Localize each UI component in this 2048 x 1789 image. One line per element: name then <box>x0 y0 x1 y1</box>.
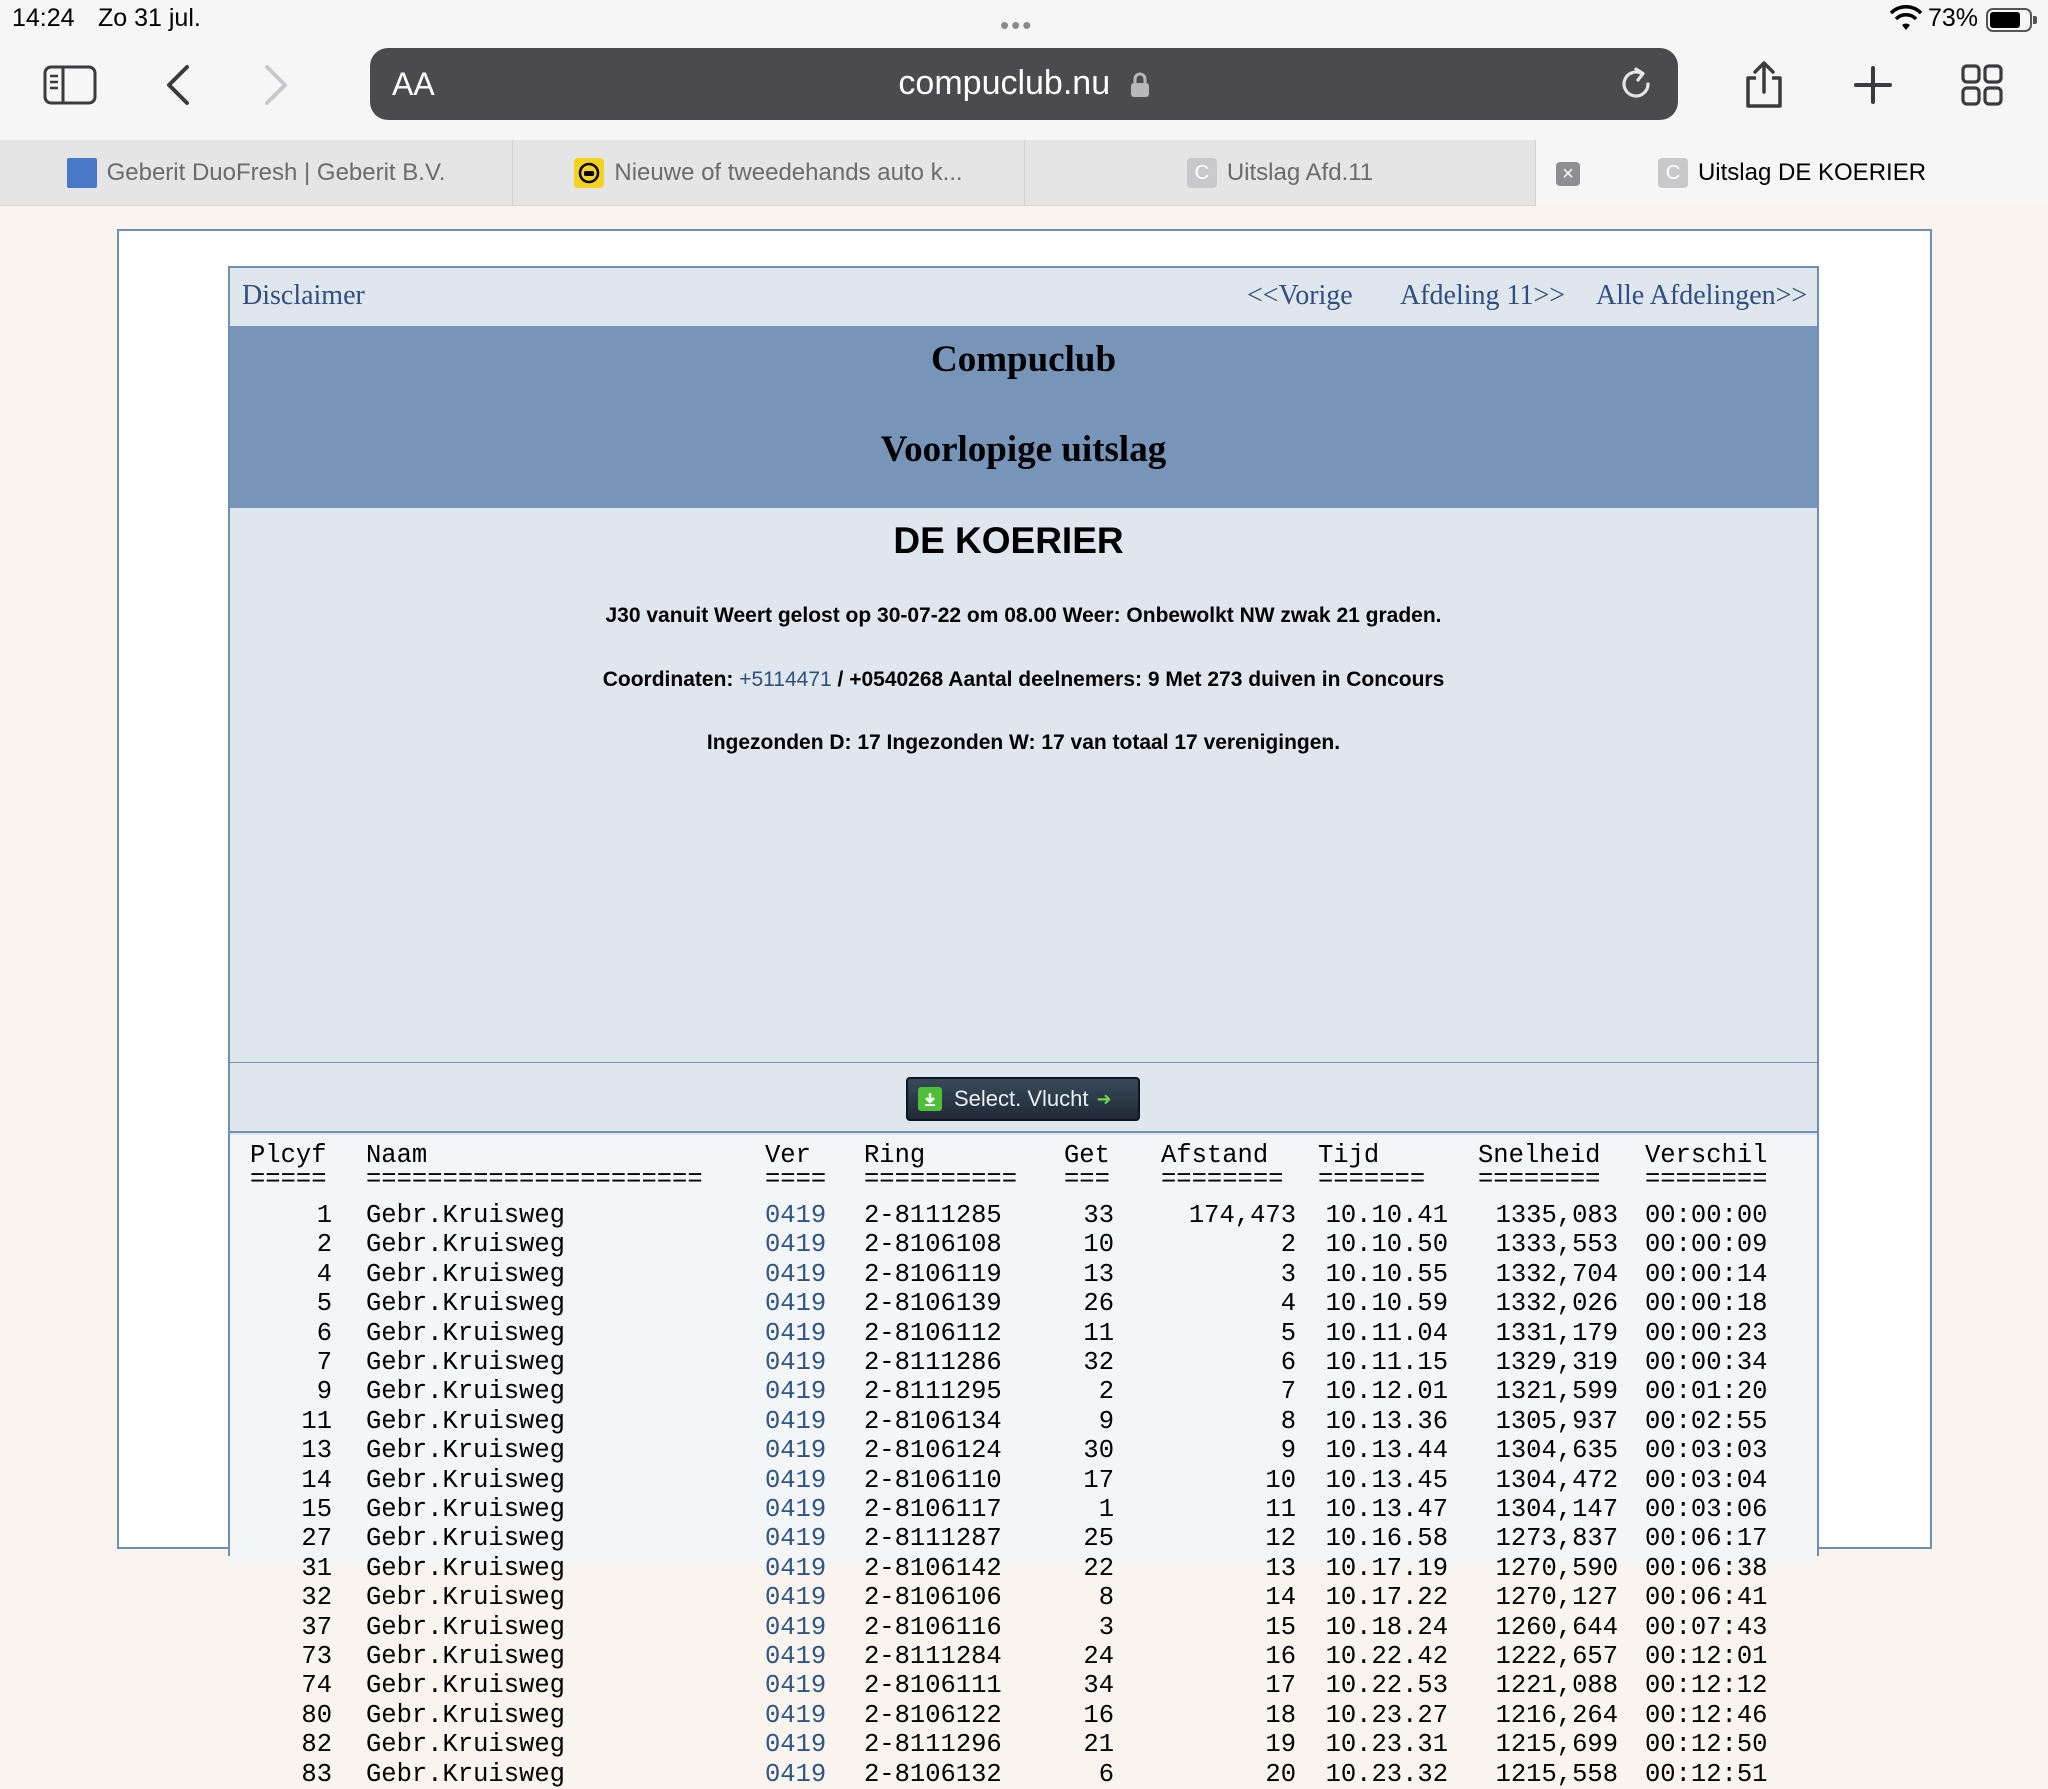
cell-time: 10.13.45 <box>1325 1465 1448 1495</box>
cell-distance: 13 <box>1265 1553 1296 1583</box>
cell-difference: 00:00:09 <box>1645 1230 1768 1260</box>
cell-speed: 1304,472 <box>1495 1465 1618 1495</box>
cell-ver[interactable]: 0419 <box>765 1436 827 1466</box>
address-bar[interactable] <box>370 48 1678 120</box>
battery-percent: 73% <box>1928 4 1979 32</box>
cell-rank: 15 <box>301 1495 332 1524</box>
cell-distance: 4 <box>1280 1289 1296 1319</box>
cell-name: Gebr.Kruisweg <box>366 1583 565 1613</box>
table-row <box>230 1348 1817 1377</box>
separator: === <box>1064 1165 1110 1194</box>
cell-time: 10.10.59 <box>1325 1289 1448 1319</box>
cell-rank: 31 <box>301 1553 332 1583</box>
tab-title: Uitslag DE KOERIER <box>1697 159 1927 186</box>
cell-name: Gebr.Kruisweg <box>366 1436 565 1466</box>
separator: ==== <box>765 1165 827 1194</box>
table-row <box>230 1201 1817 1230</box>
cell-distance: 9 <box>1280 1436 1296 1466</box>
cell-get: 33 <box>1083 1201 1114 1230</box>
cell-ver[interactable]: 0419 <box>765 1759 827 1789</box>
cell-ver[interactable]: 0419 <box>765 1259 827 1289</box>
cell-rank: 37 <box>301 1612 332 1642</box>
cell-time: 10.23.27 <box>1325 1700 1448 1730</box>
cell-distance: 7 <box>1280 1377 1296 1407</box>
cell-get: 30 <box>1083 1436 1114 1466</box>
cell-distance: 2 <box>1280 1230 1296 1260</box>
separator: ======= <box>1318 1165 1426 1194</box>
race-info <box>230 508 1817 1064</box>
cell-ver[interactable]: 0419 <box>765 1671 827 1701</box>
cell-speed: 1304,147 <box>1495 1495 1618 1524</box>
table-row <box>230 1730 1817 1759</box>
cell-speed: 1273,837 <box>1495 1524 1618 1554</box>
coordinates-link[interactable]: +5114471 <box>739 668 832 691</box>
table-row <box>230 1319 1817 1348</box>
cell-difference: 00:03:03 <box>1645 1436 1768 1466</box>
cell-name: Gebr.Kruisweg <box>366 1612 565 1642</box>
cell-name: Gebr.Kruisweg <box>366 1700 565 1730</box>
cell-ring: 2-8106139 <box>864 1289 1002 1319</box>
cell-name: Gebr.Kruisweg <box>366 1406 565 1436</box>
table-row <box>230 1407 1817 1436</box>
cell-ver[interactable]: 0419 <box>765 1612 827 1642</box>
cell-ver[interactable]: 0419 <box>765 1377 827 1407</box>
cell-rank: 27 <box>301 1524 332 1554</box>
cell-time: 10.16.58 <box>1325 1524 1448 1554</box>
nav-row <box>230 268 1817 326</box>
cell-ring: 2-8106106 <box>864 1583 1002 1613</box>
cell-distance: 15 <box>1265 1612 1296 1642</box>
cell-distance: 19 <box>1265 1730 1296 1760</box>
cell-difference: 00:01:20 <box>1645 1377 1768 1407</box>
coordinates-label: Coordinaten: <box>602 668 740 691</box>
cell-speed: 1221,088 <box>1495 1671 1618 1701</box>
cell-ring: 2-8111295 <box>864 1377 1002 1407</box>
sidebar-toggle-icon[interactable] <box>40 60 100 110</box>
cell-get: 3 <box>1098 1612 1114 1642</box>
cell-rank: 4 <box>316 1259 332 1289</box>
cell-ring: 2-8111296 <box>864 1730 1002 1760</box>
cell-difference: 00:03:04 <box>1645 1465 1768 1495</box>
cell-time: 10.12.01 <box>1325 1377 1448 1407</box>
cell-distance: 6 <box>1280 1348 1296 1377</box>
cell-time: 10.18.24 <box>1325 1612 1448 1642</box>
cell-ring: 2-8106112 <box>864 1318 1002 1348</box>
cell-time: 10.23.31 <box>1325 1730 1448 1760</box>
cell-speed: 1305,937 <box>1495 1406 1618 1436</box>
arrow-right-icon: ➜ <box>1096 1088 1112 1109</box>
cell-ver[interactable]: 0419 <box>765 1700 827 1730</box>
cell-get: 25 <box>1083 1524 1114 1554</box>
cell-time: 10.11.04 <box>1325 1318 1448 1348</box>
cell-name: Gebr.Kruisweg <box>366 1465 565 1495</box>
reader-options-button[interactable]: AA <box>392 66 435 102</box>
tab-uitslag-afd[interactable] <box>1025 140 1536 206</box>
cell-name: Gebr.Kruisweg <box>366 1377 565 1407</box>
cell-distance: 3 <box>1280 1259 1296 1289</box>
cell-get: 11 <box>1083 1318 1114 1348</box>
cell-get: 6 <box>1098 1759 1114 1789</box>
cell-time: 10.10.50 <box>1325 1230 1448 1260</box>
cell-ring: 2-8106122 <box>864 1700 1002 1730</box>
cell-distance: 18 <box>1265 1700 1296 1730</box>
cell-time: 10.23.32 <box>1325 1759 1448 1789</box>
cell-speed: 1270,127 <box>1495 1583 1618 1613</box>
cell-name: Gebr.Kruisweg <box>366 1671 565 1701</box>
page-header <box>230 326 1817 508</box>
race-details: J30 vanuit Weert gelost op 30-07-22 om 08.00 Weer: Onbewolkt NW zwak 21 graden. <box>605 604 1442 627</box>
cell-time: 10.10.41 <box>1325 1201 1448 1230</box>
tab-overview-icon[interactable] <box>1952 60 2012 110</box>
geberit-favicon-icon <box>67 158 97 188</box>
url-text: compuclub.nu <box>898 64 1111 102</box>
cell-difference: 00:12:50 <box>1645 1730 1768 1760</box>
cell-ring: 2-8111286 <box>864 1348 1002 1377</box>
table-row <box>230 1495 1817 1524</box>
cell-time: 10.13.44 <box>1325 1436 1448 1466</box>
cell-name: Gebr.Kruisweg <box>366 1524 565 1554</box>
cell-difference: 00:12:12 <box>1645 1671 1768 1701</box>
page-subtitle: Voorlopige uitslag <box>880 429 1167 470</box>
separator: ======== <box>1478 1165 1601 1194</box>
cell-name: Gebr.Kruisweg <box>366 1230 565 1260</box>
wifi-icon <box>1890 6 1922 32</box>
table-row <box>230 1289 1817 1318</box>
cell-rank: 11 <box>301 1406 332 1436</box>
cell-speed: 1331,179 <box>1495 1318 1618 1348</box>
table-row <box>230 1554 1817 1583</box>
cell-difference: 00:03:06 <box>1645 1495 1768 1524</box>
cell-ver[interactable]: 0419 <box>765 1289 827 1319</box>
cell-distance: 5 <box>1280 1318 1296 1348</box>
cell-get: 9 <box>1098 1406 1114 1436</box>
cell-name: Gebr.Kruisweg <box>366 1318 565 1348</box>
cell-ring: 2-8106134 <box>864 1406 1002 1436</box>
results-table <box>230 1135 1817 1789</box>
cell-speed: 1332,704 <box>1495 1259 1618 1289</box>
select-flight-label: Select. Vlucht <box>954 1086 1089 1111</box>
back-icon[interactable] <box>148 60 208 110</box>
cell-time: 10.22.53 <box>1325 1671 1448 1701</box>
cell-difference: 00:00:34 <box>1645 1348 1768 1377</box>
previous-link[interactable]: <<Vorige <box>1247 280 1353 311</box>
cell-rank: 2 <box>316 1230 332 1260</box>
cell-distance: 174,473 <box>1188 1201 1296 1230</box>
disclaimer-link[interactable]: Disclaimer <box>242 280 365 311</box>
cell-name: Gebr.Kruisweg <box>366 1759 565 1789</box>
cell-difference: 00:00:00 <box>1645 1201 1768 1230</box>
cell-difference: 00:02:55 <box>1645 1406 1768 1436</box>
column-header-rank: Plcyf <box>250 1141 327 1170</box>
cell-get: 32 <box>1083 1348 1114 1377</box>
cell-rank: 13 <box>301 1436 332 1466</box>
all-departments-link[interactable]: Alle Afdelingen>> <box>1596 280 1808 311</box>
cell-difference: 00:12:01 <box>1645 1642 1768 1671</box>
cell-time: 10.10.55 <box>1325 1259 1448 1289</box>
cell-rank: 32 <box>301 1583 332 1613</box>
submitted-line: Ingezonden D: 17 Ingezonden W: 17 van totaal 17 verenigingen. <box>706 731 1341 754</box>
cell-ring: 2-8106108 <box>864 1230 1002 1260</box>
cell-ver[interactable]: 0419 <box>765 1553 827 1583</box>
tab-strip <box>0 140 2048 206</box>
cell-difference: 00:07:43 <box>1645 1612 1768 1642</box>
cell-speed: 1321,599 <box>1495 1377 1618 1407</box>
forward-icon[interactable] <box>246 60 306 110</box>
cell-time: 10.22.42 <box>1325 1642 1448 1671</box>
select-row <box>230 1063 1817 1133</box>
cell-get: 2 <box>1098 1377 1114 1407</box>
cell-ring: 2-8106124 <box>864 1436 1002 1466</box>
lock-icon <box>1130 72 1150 98</box>
separator: ========== <box>864 1165 1018 1194</box>
cell-name: Gebr.Kruisweg <box>366 1495 565 1524</box>
status-time: 14:24 <box>12 4 75 32</box>
cell-ver[interactable]: 0419 <box>765 1583 827 1613</box>
cell-time: 10.11.15 <box>1325 1348 1448 1377</box>
tab-title: Geberit DuoFresh | Geberit B.V. <box>106 159 446 186</box>
status-date: Zo 31 jul. <box>98 4 201 32</box>
cell-distance: 16 <box>1265 1642 1296 1671</box>
table-row <box>230 1524 1817 1553</box>
table-row <box>230 1436 1817 1465</box>
cell-speed: 1260,644 <box>1495 1612 1618 1642</box>
cell-time: 10.13.36 <box>1325 1406 1448 1436</box>
select-flight-button[interactable] <box>906 1077 1140 1121</box>
cell-speed: 1335,083 <box>1495 1201 1618 1230</box>
coordinates-line <box>230 668 1817 692</box>
cell-difference: 00:06:17 <box>1645 1524 1768 1554</box>
cell-rank: 1 <box>316 1201 332 1230</box>
cell-difference: 00:00:18 <box>1645 1289 1768 1319</box>
cell-ver[interactable]: 0419 <box>765 1495 827 1524</box>
cell-ring: 2-8111285 <box>864 1201 1002 1230</box>
cell-get: 17 <box>1083 1465 1114 1495</box>
cell-get: 34 <box>1083 1671 1114 1701</box>
cell-get: 22 <box>1083 1553 1114 1583</box>
afdeling-link[interactable]: Afdeling 11>> <box>1400 280 1566 311</box>
table-row <box>230 1701 1817 1730</box>
cell-get: 24 <box>1083 1642 1114 1671</box>
table-row <box>230 1760 1817 1789</box>
cell-ring: 2-8111284 <box>864 1642 1002 1671</box>
cell-speed: 1332,026 <box>1495 1289 1618 1319</box>
cell-get: 21 <box>1083 1730 1114 1760</box>
results-container <box>228 266 1819 1789</box>
club-name: DE KOERIER <box>893 520 1124 561</box>
compuclub-favicon-icon: C <box>1187 158 1217 188</box>
table-row <box>230 1613 1817 1642</box>
battery-icon <box>1986 8 2032 32</box>
column-header-distance: Afstand <box>1161 1141 1269 1170</box>
cell-difference: 00:12:46 <box>1645 1700 1768 1730</box>
cell-get: 16 <box>1083 1700 1114 1730</box>
download-icon <box>918 1087 942 1111</box>
cell-ver[interactable]: 0419 <box>765 1465 827 1495</box>
table-separator-row <box>230 1165 1817 1194</box>
column-header-get: Get <box>1064 1141 1110 1170</box>
cell-ring: 2-8106119 <box>864 1259 1002 1289</box>
cell-ring: 2-8106142 <box>864 1553 1002 1583</box>
table-row <box>230 1466 1817 1495</box>
separator: ======== <box>1645 1165 1768 1194</box>
cell-name: Gebr.Kruisweg <box>366 1730 565 1760</box>
cell-ver[interactable]: 0419 <box>765 1524 827 1554</box>
cell-difference: 00:12:51 <box>1645 1759 1768 1789</box>
browser-toolbar <box>0 40 2048 140</box>
cell-difference: 00:00:14 <box>1645 1259 1768 1289</box>
tab-geberit[interactable] <box>0 140 513 206</box>
cell-ver[interactable]: 0419 <box>765 1642 827 1671</box>
cell-name: Gebr.Kruisweg <box>366 1553 565 1583</box>
site-title: Compuclub <box>930 339 1117 380</box>
cell-distance: 12 <box>1265 1524 1296 1554</box>
cell-speed: 1270,590 <box>1495 1553 1618 1583</box>
cell-speed: 1216,264 <box>1495 1700 1618 1730</box>
cell-distance: 14 <box>1265 1583 1296 1613</box>
cell-ver[interactable]: 0419 <box>765 1201 827 1230</box>
column-header-difference: Verschil <box>1645 1141 1768 1170</box>
compuclub-favicon-icon: C <box>1658 158 1688 188</box>
cell-name: Gebr.Kruisweg <box>366 1642 565 1671</box>
cell-ver[interactable]: 0419 <box>765 1318 827 1348</box>
share-icon[interactable] <box>1734 60 1794 110</box>
coordinates-rest: / +0540268 Aantal deelnemers: 9 Met 273 duiven in Concours <box>831 668 1445 691</box>
multitasking-dots-icon[interactable]: ••• <box>1000 10 1034 40</box>
cell-rank: 6 <box>316 1318 332 1348</box>
cell-name: Gebr.Kruisweg <box>366 1259 565 1289</box>
tab-auto[interactable] <box>513 140 1025 206</box>
cell-ver[interactable]: 0419 <box>765 1730 827 1760</box>
cell-ring: 2-8106117 <box>864 1495 1002 1524</box>
cell-rank: 14 <box>301 1465 332 1495</box>
tab-title: Nieuwe of tweedehands auto k... <box>614 159 963 186</box>
cell-rank: 83 <box>301 1759 332 1789</box>
car-favicon-icon <box>574 158 604 188</box>
column-header-time: Tijd <box>1318 1141 1380 1170</box>
cell-name: Gebr.Kruisweg <box>366 1348 565 1377</box>
cell-distance: 11 <box>1265 1495 1296 1524</box>
tab-uitslag-koerier[interactable] <box>1536 140 2048 206</box>
column-header-name: Naam <box>366 1141 428 1170</box>
cell-rank: 80 <box>301 1700 332 1730</box>
table-row <box>230 1377 1817 1406</box>
cell-time: 10.13.47 <box>1325 1495 1448 1524</box>
cell-speed: 1304,635 <box>1495 1436 1618 1466</box>
cell-ver[interactable]: 0419 <box>765 1230 827 1260</box>
cell-ring: 2-8106116 <box>864 1612 1002 1642</box>
cell-rank: 7 <box>316 1348 332 1377</box>
separator: ======== <box>1161 1165 1284 1194</box>
close-tab-icon[interactable]: × <box>1556 162 1580 186</box>
new-tab-icon[interactable] <box>1843 60 1903 110</box>
column-header-ver: Ver <box>765 1141 811 1170</box>
cell-difference: 00:06:38 <box>1645 1553 1768 1583</box>
cell-time: 10.17.22 <box>1325 1583 1448 1613</box>
cell-ring: 2-8106110 <box>864 1465 1002 1495</box>
cell-name: Gebr.Kruisweg <box>366 1289 565 1319</box>
cell-distance: 20 <box>1265 1759 1296 1789</box>
cell-ring: 2-8111287 <box>864 1524 1002 1554</box>
table-row <box>230 1583 1817 1612</box>
cell-distance: 8 <box>1280 1406 1296 1436</box>
cell-speed: 1215,558 <box>1495 1759 1618 1789</box>
cell-get: 13 <box>1083 1259 1114 1289</box>
cell-speed: 1329,319 <box>1495 1348 1618 1377</box>
cell-speed: 1333,553 <box>1495 1230 1618 1260</box>
separator: ====================== <box>366 1165 703 1194</box>
cell-distance: 10 <box>1265 1465 1296 1495</box>
cell-rank: 9 <box>316 1377 332 1407</box>
reload-icon[interactable] <box>1616 64 1656 104</box>
cell-difference: 00:06:41 <box>1645 1583 1768 1613</box>
cell-distance: 17 <box>1265 1671 1296 1701</box>
cell-rank: 73 <box>301 1642 332 1671</box>
cell-rank: 5 <box>316 1289 332 1319</box>
cell-rank: 74 <box>301 1671 332 1701</box>
cell-speed: 1215,699 <box>1495 1730 1618 1760</box>
tab-title: Uitslag Afd.11 <box>1226 159 1374 186</box>
cell-rank: 82 <box>301 1730 332 1760</box>
cell-ring: 2-8106111 <box>864 1671 1002 1701</box>
cell-get: 26 <box>1083 1289 1114 1319</box>
cell-time: 10.17.19 <box>1325 1553 1448 1583</box>
status-bar <box>0 0 2048 40</box>
table-row <box>230 1260 1817 1289</box>
cell-get: 10 <box>1083 1230 1114 1260</box>
cell-get: 8 <box>1098 1583 1114 1613</box>
cell-ver[interactable]: 0419 <box>765 1348 827 1377</box>
cell-get: 1 <box>1098 1495 1114 1524</box>
cell-speed: 1222,657 <box>1495 1642 1618 1671</box>
table-row <box>230 1671 1817 1700</box>
table-row <box>230 1642 1817 1671</box>
table-row <box>230 1230 1817 1259</box>
column-header-ring: Ring <box>864 1141 926 1170</box>
column-header-speed: Snelheid <box>1478 1141 1601 1170</box>
cell-difference: 00:00:23 <box>1645 1318 1768 1348</box>
cell-name: Gebr.Kruisweg <box>366 1201 565 1230</box>
separator: ===== <box>250 1165 327 1194</box>
cell-ver[interactable]: 0419 <box>765 1406 827 1436</box>
cell-ring: 2-8106132 <box>864 1759 1002 1789</box>
